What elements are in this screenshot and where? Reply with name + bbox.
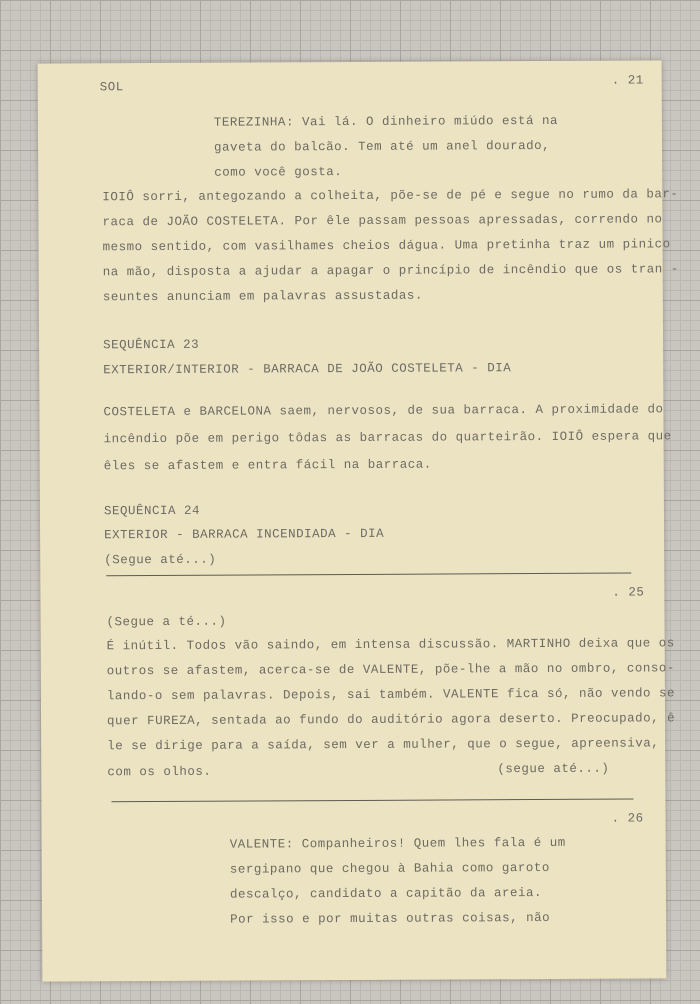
continue-note: (Segue até...)	[104, 552, 217, 568]
page-number: . 25	[612, 585, 645, 600]
continued-note: (Segue a té...)	[106, 614, 227, 630]
paragraph-line: seuntes anunciam em palavras assustadas.	[102, 288, 423, 305]
paragraph-line: raca de JOÃO COSTELETA. Por êle passam pessoas apressadas, correndo no	[102, 212, 663, 230]
scene-heading: EXTERIOR - BARRACA INCENDIADA - DIA	[104, 526, 385, 543]
divider-line	[106, 573, 631, 577]
sequence-title: SEQUÊNCIA 23	[103, 337, 200, 353]
header-left: SOL	[99, 80, 124, 95]
paragraph-line: quer FUREZA, sentada ao fundo do auditório agora deserto. Preocupado, ê	[107, 711, 676, 729]
page-number: . 21	[611, 73, 644, 88]
paragraph-line: lando-o sem palavras. Depois, sai também. VALENTE fica só, não vendo se	[106, 686, 676, 704]
dialogue-line: descalço, candidato a capitão da areia.	[229, 886, 543, 902]
dialogue-line: sergipano que chegou à Bahia como garoto	[229, 860, 550, 877]
dialogue-line: VALENTE: Companheiros! Quem lhes fala é um	[229, 835, 566, 852]
sequence-title: SEQUÊNCIA 24	[103, 503, 200, 519]
scene-heading: EXTERIOR/INTERIOR - BARRACA DE JOÃO COSTELETA - DIA	[103, 361, 512, 378]
dialogue-line: Por isso e por muitas outras coisas, não	[230, 910, 551, 927]
continue-note: (segue até...)	[497, 761, 610, 777]
paragraph-line: É inútil. Todos vão saindo, em intensa discussão. MARTINHO deixa que os	[106, 636, 675, 654]
typewritten-page	[38, 60, 679, 981]
divider-line	[111, 799, 633, 803]
paragraph-line: le se dirige para a saída, sem ver a mulher, que o segue, apreensiva,	[107, 736, 660, 754]
paragraph-line: COSTELETA e BARCELONA saem, nervosos, de sua barraca. A proximidade do	[103, 402, 664, 420]
paragraph-line: com os olhos.	[107, 764, 212, 780]
paragraph-line: mesmo sentido, com vasilhames cheios dágua. Uma pretinha traz um pinico	[102, 237, 671, 255]
dialogue-line: TEREZINHA: Vai lá. O dinheiro miúdo está na	[213, 113, 559, 130]
paragraph-line: na mão, disposta a ajudar a apagar o princípio de incêndio que os tran -	[102, 262, 679, 280]
paragraph-line: outros se afastem, acerca-se de VALENTE, põe-lhe a mão no ombro, conso-	[106, 661, 675, 679]
dialogue-line: como você gosta.	[214, 165, 343, 180]
paragraph-line: êles se afastem e entra fácil na barraca.	[103, 457, 432, 474]
paragraph-line: incêndio põe em perigo tôdas as barracas do quarteirão. IOIÔ espera que	[103, 429, 672, 447]
paragraph-line: IOIÔ sorri, antegozando a colheita, põe-se de pé e segue no rumo da bar-	[102, 187, 679, 205]
dialogue-line: gaveta do balcão. Tem até um anel dourado,	[214, 138, 551, 155]
page-number: . 26	[611, 811, 644, 826]
